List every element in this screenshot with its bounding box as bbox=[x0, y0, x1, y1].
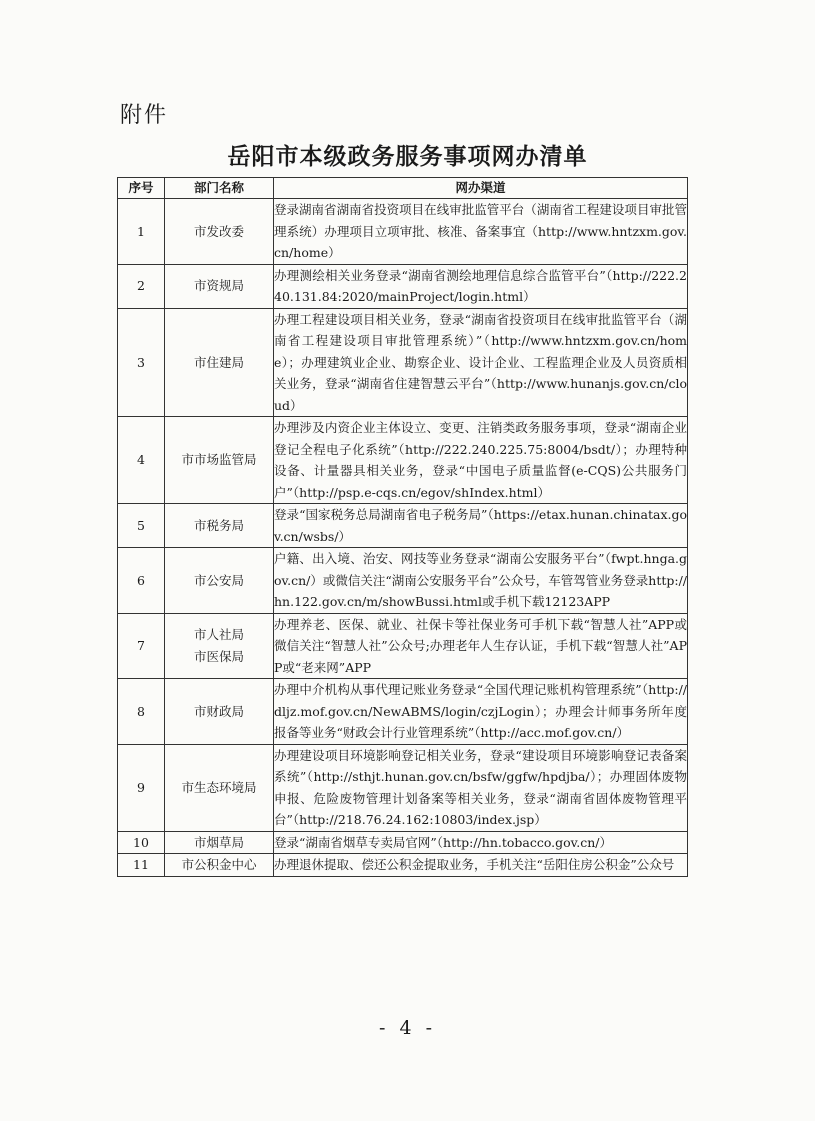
row-dept-line: 市人社局 bbox=[193, 627, 244, 643]
table-header-row bbox=[118, 178, 688, 199]
header-channel: 网办渠道 bbox=[274, 178, 688, 199]
row-seq: 11 bbox=[118, 854, 165, 877]
page-number: - 4 - bbox=[378, 1017, 436, 1039]
header-dept: 部门名称 bbox=[165, 178, 274, 199]
row-dept: 市发改委 bbox=[165, 199, 274, 265]
row-dept: 市烟草局 bbox=[165, 831, 274, 854]
row-dept-line: 市医保局 bbox=[193, 648, 244, 664]
row-dept: 市生态环境局 bbox=[165, 744, 274, 831]
table-row bbox=[118, 744, 688, 831]
service-table bbox=[117, 177, 688, 877]
document-title: 岳阳市本级政务服务事项网办清单 bbox=[227, 144, 588, 170]
row-seq: 5 bbox=[118, 504, 165, 548]
row-dept: 市资规局 bbox=[165, 264, 274, 308]
row-channel: 办理中介机构从事代理记账业务登录“全国代理记账机构管理系统”（http://dljz.mof.gov.cn/NewABMS/login/czjLogin）；办理会计师事务所年度报备等业务“财政会计行业管理系统”（http://acc.mof.gov.cn/） bbox=[274, 679, 688, 745]
table-row bbox=[118, 548, 688, 614]
attachment-label: 附件 bbox=[120, 103, 169, 128]
row-seq: 8 bbox=[118, 679, 165, 745]
table-row bbox=[118, 831, 688, 854]
table-row bbox=[118, 199, 688, 265]
row-channel: 户籍、出入境、治安、网技等业务登录“湖南公安服务平台”（fwpt.hnga.gov.cn/）或微信关注“湖南公安服务平台”公众号，车管驾管业务登录http://hn.122.gov.cn/m/showBussi.html或手机下载12123APP bbox=[274, 548, 688, 614]
row-channel: 办理工程建设项目相关业务，登录“湖南省投资项目在线审批监管平台（湖南省工程建设项目审批管理系统）”（http://www.hntzxm.gov.cn/home）；办理建筑业企业、勘察企业、设计企业、工程监理企业及人员资质相关业务，登录“湖南省住建智慧云平台”（http://www.hunanjs.gov.cn/cloud） bbox=[274, 308, 688, 417]
row-channel: 登录“湖南省烟草专卖局官网”（http://hn.tobacco.gov.cn/） bbox=[274, 831, 688, 854]
table-row bbox=[118, 264, 688, 308]
table-row bbox=[118, 613, 688, 679]
row-dept: 市税务局 bbox=[165, 504, 274, 548]
row-seq: 4 bbox=[118, 417, 165, 504]
row-dept: 市住建局 bbox=[165, 308, 274, 417]
row-seq: 7 bbox=[118, 613, 165, 679]
row-channel: 登录湖南省湖南省投资项目在线审批监管平台（湖南省工程建设项目审批管理系统）办理项目立项审批、核准、备案事宜（http://www.hntzxm.gov.cn/home） bbox=[274, 199, 688, 265]
row-channel: 办理养老、医保、就业、社保卡等社保业务可手机下载“智慧人社”APP或微信关注“智慧人社”公众号;办理老年人生存认证，手机下载“智慧人社”APP或“老来网”APP bbox=[274, 613, 688, 679]
table-row bbox=[118, 308, 688, 417]
row-channel: 办理涉及内资企业主体设立、变更、注销类政务服务事项，登录“湖南企业登记全程电子化系统”（http://222.240.225.75:8004/bsdt/）；办理特种设备、计量器具相关业务，登录“中国电子质量监督(e-CQS)公共服务门户”（http://psp.e-cqs.cn/egov/shIndex.html） bbox=[274, 417, 688, 504]
table-row bbox=[118, 679, 688, 745]
row-seq: 9 bbox=[118, 744, 165, 831]
row-dept bbox=[165, 613, 274, 679]
table-row bbox=[118, 417, 688, 504]
row-seq: 1 bbox=[118, 199, 165, 265]
row-seq: 6 bbox=[118, 548, 165, 614]
row-dept: 市市场监管局 bbox=[165, 417, 274, 504]
row-channel: 登录“国家税务总局湖南省电子税务局”（https://etax.hunan.chinatax.gov.cn/wsbs/） bbox=[274, 504, 688, 548]
row-dept: 市公积金中心 bbox=[165, 854, 274, 877]
row-dept: 市公安局 bbox=[165, 548, 274, 614]
header-seq: 序号 bbox=[118, 178, 165, 199]
row-channel: 办理测绘相关业务登录“湖南省测绘地理信息综合监管平台”（http://222.240.131.84:2020/mainProject/login.html） bbox=[274, 264, 688, 308]
row-seq: 3 bbox=[118, 308, 165, 417]
row-dept: 市财政局 bbox=[165, 679, 274, 745]
table-row bbox=[118, 854, 688, 877]
row-seq: 10 bbox=[118, 831, 165, 854]
row-channel: 办理退休提取、偿还公积金提取业务，手机关注“岳阳住房公积金”公众号 bbox=[274, 854, 688, 877]
row-channel: 办理建设项目环境影响登记相关业务，登录“建设项目环境影响登记表备案系统”（http://sthjt.hunan.gov.cn/bsfw/ggfw/hpdjba/）；办理固体废物申报、危险废物管理计划备案等相关业务，登录“湖南省固体废物管理平台”（http://218.76.24.162:10803/index.jsp） bbox=[274, 744, 688, 831]
row-seq: 2 bbox=[118, 264, 165, 308]
table-row bbox=[118, 504, 688, 548]
